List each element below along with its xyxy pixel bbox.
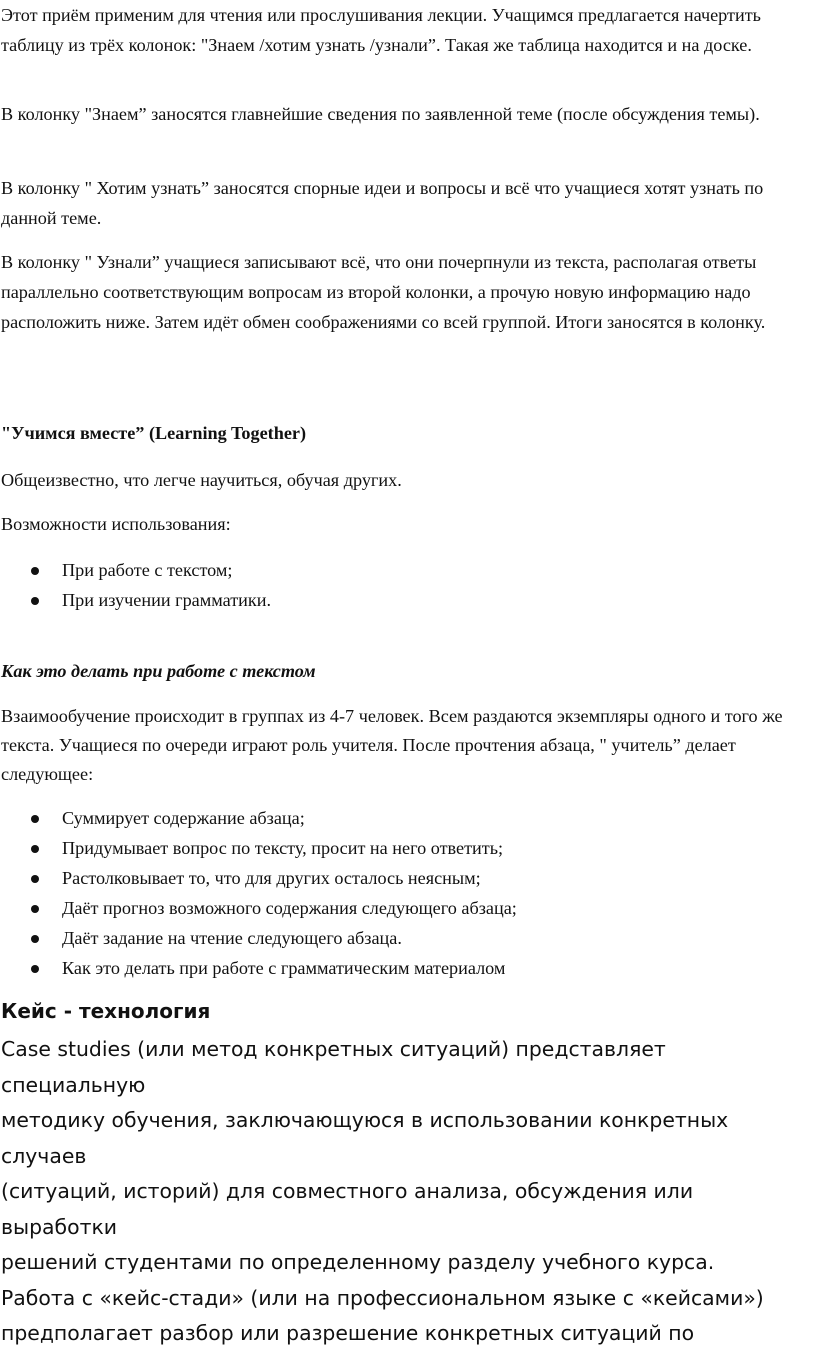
bullet-icon bbox=[31, 567, 39, 575]
list-item: Суммирует содержание абзаца; bbox=[0, 803, 814, 833]
case-line: Работа с «кейс-стади» (или на профессиональном языке с «кейсами») bbox=[1, 1285, 764, 1310]
bullet-icon bbox=[31, 965, 39, 973]
list-item: При изучении грамматики. bbox=[0, 585, 814, 615]
list-item: Растолковывает то, что для других осталось неясным; bbox=[0, 863, 814, 893]
paragraph-case-studies bbox=[0, 1032, 814, 1352]
bullet-icon bbox=[31, 815, 39, 823]
list-item: Как это делать при работе с грамматическим материалом bbox=[0, 953, 814, 983]
bullet-icon bbox=[31, 935, 39, 943]
bullet-icon bbox=[31, 845, 39, 853]
case-line: (ситуаций, историй) для совместного анализа, обсуждения или выработки bbox=[1, 1179, 694, 1239]
paragraph-learned-column: В колонку " Узнали” учащиеся записывают всё, что они почерпнули из текста, располагая ответы параллельно соответствующим вопросам из второй колонки, а прочую новую информацию надо расположить ниже. Затем идёт обмен соображениями со всей группой. Итоги заносятся в колонку. bbox=[1, 252, 766, 332]
case-line: решений студентами по определенному разделу учебного курса. bbox=[1, 1250, 715, 1274]
teacher-steps-list bbox=[0, 803, 814, 983]
paragraph-method-intro: Этот приём применим для чтения или прослушивания лекции. Учащимся предлагается начертить таблицу из трёх колонок: "Знаем /хотим узнать /узнали”. Такая же таблица находится и на доске. bbox=[1, 5, 761, 55]
list-item: Даёт прогноз возможного содержания следующего абзаца; bbox=[0, 893, 814, 923]
list-item: При работе с текстом; bbox=[0, 555, 814, 585]
heading-how-to-text: Как это делать при работе с текстом bbox=[1, 661, 316, 681]
bullet-icon bbox=[31, 905, 39, 913]
case-line: методику обучения, заключающуюся в использовании конкретных случаев bbox=[1, 1108, 729, 1168]
bullet-icon bbox=[31, 597, 39, 605]
paragraph-learning-intro: Общеизвестно, что легче научиться, обучая других. bbox=[1, 470, 402, 490]
case-line: предполагает разбор или разрешение конкретных ситуаций по bbox=[1, 1321, 695, 1345]
paragraph-possibilities-label: Возможности использования: bbox=[1, 514, 231, 534]
case-line: Case studies (или метод конкретных ситуаций) представляет специальную bbox=[1, 1037, 666, 1097]
paragraph-mutual-learning: Взаимообучение происходит в группах из 4-7 человек. Всем раздаются экземпляры одного и того же текста. Учащиеся по очереди играют роль учителя. После прочтения абзаца, " учитель” делает следующее: bbox=[1, 706, 783, 784]
bullet-icon bbox=[31, 875, 39, 883]
paragraph-know-column: В колонку "Знаем” заносятся главнейшие сведения по заявленной теме (после обсуждения темы). bbox=[1, 104, 760, 124]
heading-case-technology: Кейс - технология bbox=[1, 999, 211, 1023]
uses-list bbox=[0, 555, 814, 615]
list-item: Придумывает вопрос по тексту, просит на него ответить; bbox=[0, 833, 814, 863]
paragraph-want-column: В колонку " Хотим узнать” заносятся спорные идеи и вопросы и всё что учащиеся хотят узнать по данной теме. bbox=[1, 178, 764, 228]
heading-learning-together: "Учимся вместе” (Learning Together) bbox=[1, 423, 307, 443]
list-item: Даёт задание на чтение следующего абзаца. bbox=[0, 923, 814, 953]
